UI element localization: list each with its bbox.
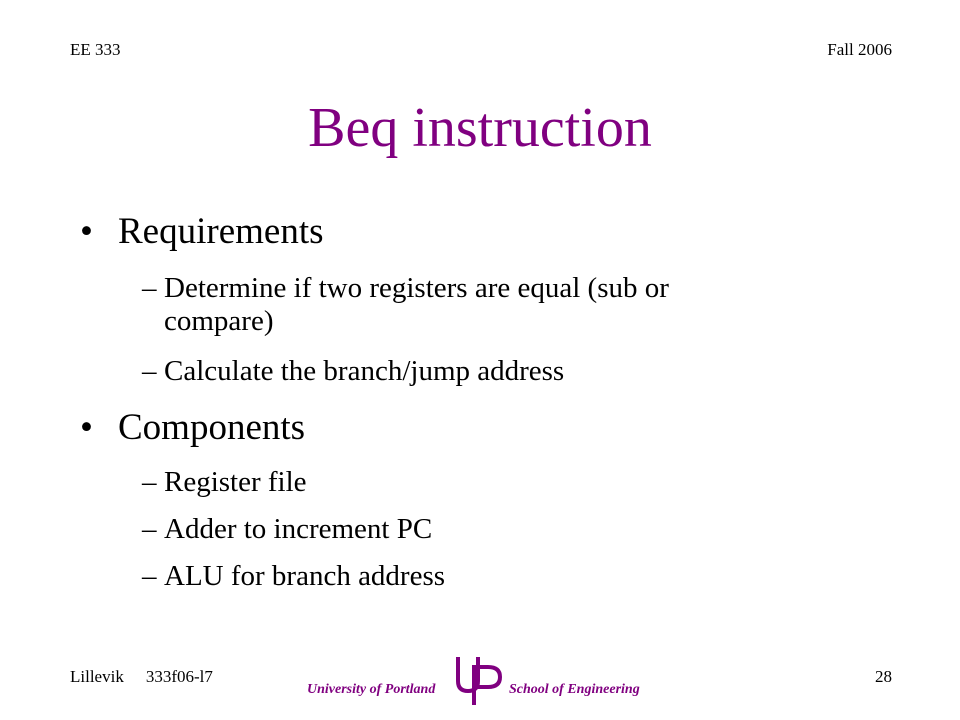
bullet-text: Components <box>118 407 306 448</box>
sub-item-text: Adder to increment PC <box>164 513 433 545</box>
bullet-text: Requirements <box>118 211 324 252</box>
bullet-requirements <box>80 210 840 254</box>
course-label: EE 333 <box>70 40 121 59</box>
up-logo-icon <box>450 655 506 705</box>
sub-item <box>80 560 840 593</box>
university-name: University of Portland <box>307 682 436 697</box>
sub-item <box>80 272 840 338</box>
dash-marker: – <box>142 513 157 545</box>
sub-item-text: ALU for branch address <box>164 560 446 592</box>
bullet-marker: • <box>80 211 93 252</box>
dash-marker: – <box>142 272 157 304</box>
page-number: 28 <box>875 667 892 686</box>
bullet-components <box>80 406 840 450</box>
sub-item-text: Register file <box>164 466 307 498</box>
bullet-marker: • <box>80 407 93 448</box>
author-label: Lillevik <box>70 667 124 686</box>
sub-item-text-continued: compare) <box>164 305 274 337</box>
sub-item-text: Determine if two registers are equal (sub or <box>164 272 669 304</box>
slide-title: Beq instruction <box>308 97 652 159</box>
sub-item <box>80 355 840 388</box>
term-label: Fall 2006 <box>827 40 892 59</box>
dash-marker: – <box>142 560 157 592</box>
sub-item <box>80 466 840 499</box>
dash-marker: – <box>142 355 157 387</box>
lecture-code: 333f06-l7 <box>145 667 213 686</box>
slide-body <box>80 210 840 593</box>
sub-item <box>80 513 840 546</box>
sub-item-text: Calculate the branch/jump address <box>164 355 565 387</box>
dash-marker: – <box>142 466 157 498</box>
footer-author-code <box>70 667 213 687</box>
school-name: School of Engineering <box>509 682 640 697</box>
